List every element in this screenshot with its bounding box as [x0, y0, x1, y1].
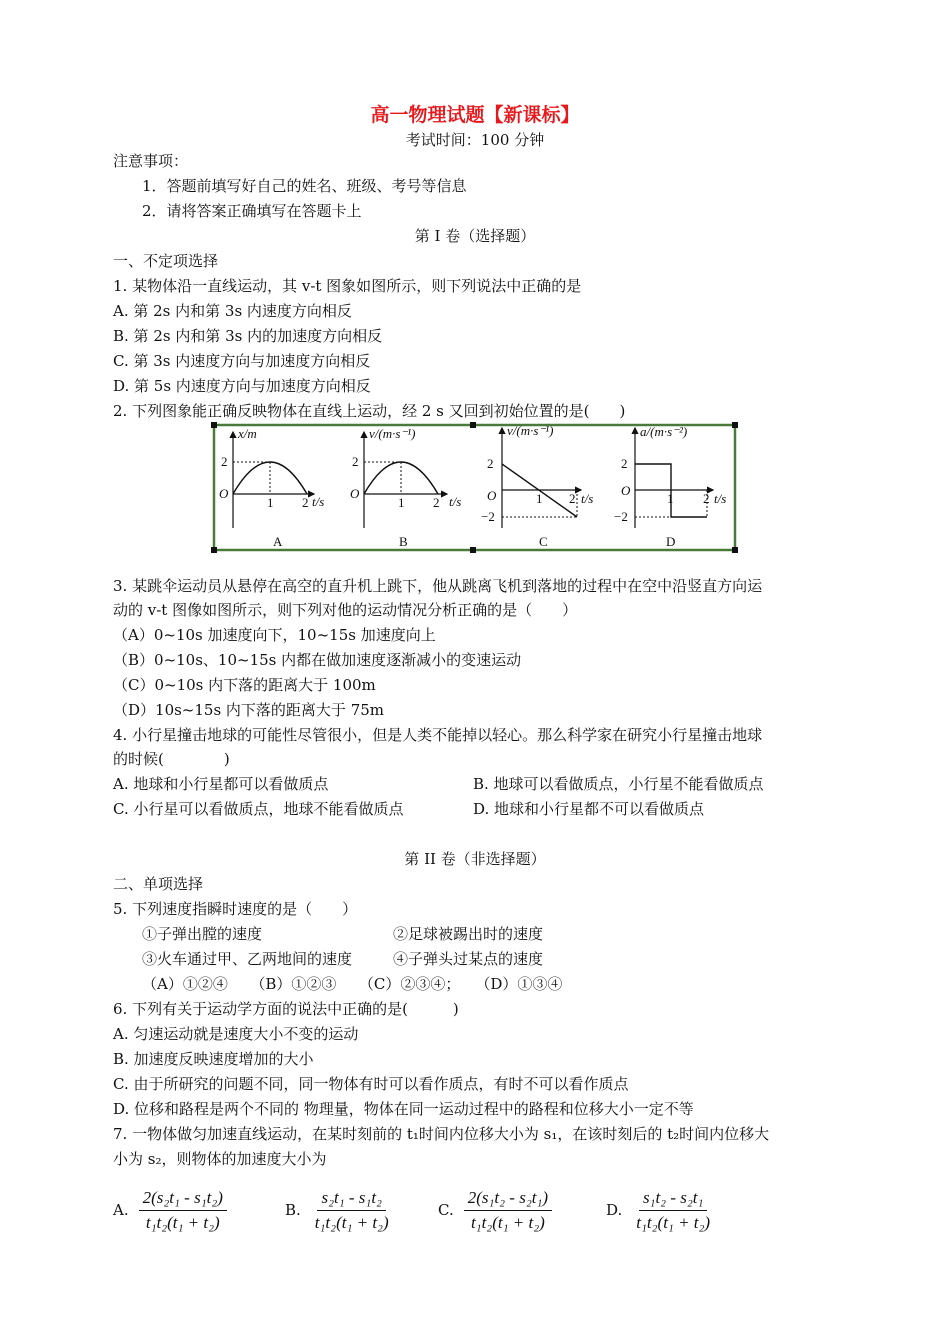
- numerator: s₁t₂ - s₂t₁: [639, 1188, 707, 1211]
- denominator: t₁t₂(t₁ + t₂): [636, 1212, 711, 1232]
- question-stem: 的时候( ): [113, 750, 230, 768]
- graph-xlabel: t/s: [449, 494, 462, 509]
- option: （D）10s~15s 内下落的距离大于 75m: [113, 701, 385, 719]
- option: （C）0~10s 内下落的距离大于 100m: [113, 676, 376, 694]
- graph-origin: O: [621, 483, 631, 498]
- graph-ytick: −2: [481, 509, 495, 524]
- list-item: ③火车通过甲、乙两地间的速度: [142, 950, 353, 968]
- graph-xlabel: t/s: [312, 494, 325, 509]
- graph-label: D: [666, 534, 676, 549]
- denominator: t₁t₂(t₁ + t₂): [314, 1212, 389, 1232]
- graph-ytick: −2: [614, 509, 628, 524]
- numerator: 2(s₁t₂ - s₂t₁): [464, 1188, 552, 1211]
- graph-label: A: [273, 534, 283, 549]
- option: C. 第 3s 内速度方向与加速度方向相反: [113, 352, 371, 370]
- graph-label: C: [539, 534, 548, 549]
- option: D. 第 5s 内速度方向与加速度方向相反: [113, 377, 371, 395]
- option: D. 地球和小行星都不可以看做质点: [473, 800, 705, 818]
- option-a: [113, 1185, 227, 1235]
- section-heading: 二、单项选择: [113, 875, 204, 893]
- list-item: ④子弹头过某点的速度: [393, 950, 544, 968]
- graph-xtick: 2: [302, 495, 309, 510]
- option-label: D.: [606, 1201, 623, 1219]
- option: A. 地球和小行星都可以看做质点: [113, 775, 329, 793]
- option: B. 第 2s 内和第 3s 内的加速度方向相反: [113, 327, 383, 345]
- denominator: t₁t₂(t₁ + t₂): [145, 1212, 220, 1232]
- notice-item: 1．答题前填写好自己的姓名、班级、考号等信息: [142, 177, 467, 195]
- graph-xtick: 2: [433, 495, 440, 510]
- graph-ylabel: v/(m·s⁻¹): [507, 423, 554, 438]
- question-stem: 6. 下列有关于运动学方面的说法中正确的是( ): [113, 1000, 459, 1018]
- question-stem: 4. 小行星撞击地球的可能性尽管很小，但是人类不能掉以轻心。那么科学家在研究小行星撞击地球: [113, 726, 763, 744]
- graph-label: B: [399, 534, 408, 549]
- numerator: s₂t₁ - s₁t₂: [317, 1188, 385, 1211]
- graph-ytick: 2: [352, 454, 359, 469]
- section-heading: 一、不定项选择: [113, 252, 219, 270]
- question-stem: 小为 s₂，则物体的加速度大小为: [113, 1150, 327, 1168]
- fraction: [139, 1188, 227, 1233]
- list-item: ②足球被踢出时的速度: [393, 925, 544, 943]
- option: （B）0~10s、10~15s 内都在做加速度逐渐减小的变速运动: [113, 651, 522, 669]
- option: D. 位移和路程是两个不同的 物理量，物体在同一运动过程中的路程和位移大小一定不等: [113, 1100, 694, 1118]
- graph-xtick: 2: [569, 491, 576, 506]
- option: C. 由于所研究的问题不同，同一物体有时可以看作质点，有时不可以看作质点: [113, 1075, 629, 1093]
- option-label: B.: [285, 1201, 301, 1219]
- question-stem: 1. 某物体沿一直线运动，其 v-t 图象如图所示，则下列说法中正确的是: [113, 277, 582, 295]
- option-label: C.: [438, 1201, 454, 1219]
- option: A. 匀速运动就是速度大小不变的运动: [113, 1025, 359, 1043]
- option-c: [438, 1185, 552, 1235]
- option: A. 第 2s 内和第 3s 内速度方向相反: [113, 302, 352, 320]
- question-stem: 2. 下列图象能正确反映物体在直线上运动，经 2 s 又回到初始位置的是( ): [113, 402, 626, 420]
- graph-xtick: 2: [703, 491, 710, 506]
- graph-origin: O: [350, 486, 360, 501]
- option-label: A.: [113, 1201, 129, 1219]
- fraction: [464, 1188, 552, 1233]
- option-b: [285, 1185, 393, 1235]
- notice-heading: 注意事项：: [113, 152, 189, 170]
- graph-ylabel: a/(m·s⁻²): [640, 424, 688, 439]
- list-item: ①子弹出膛的速度: [142, 925, 263, 943]
- question-stem: 3. 某跳伞运动员从悬停在高空的直升机上跳下，他从跳离飞机到落地的过程中在空中沿竖直方向运: [113, 577, 763, 595]
- option-d: [606, 1185, 714, 1235]
- option: （A）0~10s 加速度向下，10~15s 加速度向上: [113, 626, 436, 644]
- graph-origin: O: [219, 486, 229, 501]
- graph-ytick: 2: [221, 454, 228, 469]
- numerator: 2(s₂t₁ - s₁t₂): [139, 1188, 227, 1211]
- part1-title: 第 I 卷（选择题）: [414, 227, 536, 245]
- graph-xlabel: t/s: [714, 491, 727, 506]
- question-stem: 5. 下列速度指瞬时速度的是（ ）: [113, 900, 358, 918]
- graph-b: [350, 426, 461, 549]
- option: B. 地球可以看做质点，小行星不能看做质点: [473, 775, 764, 793]
- graph-ytick: 2: [621, 456, 628, 471]
- graph-d: [614, 424, 726, 549]
- page-title: 高一物理试题【新课标】: [370, 104, 580, 126]
- graph-ylabel: v/(m·s⁻¹): [369, 426, 416, 441]
- option: （A）①②④ （B）①②③ （C）②③④； （D）①③④: [142, 975, 563, 993]
- graph-xtick: 1: [267, 495, 274, 510]
- option: B. 加速度反映速度增加的大小: [113, 1050, 314, 1068]
- graph-a: [219, 426, 324, 549]
- graph-xtick: 1: [536, 491, 543, 506]
- graph-c: [481, 423, 593, 549]
- graphs-figure: [211, 422, 738, 553]
- exam-time: 考试时间：100 分钟: [405, 131, 545, 149]
- q7-options: [113, 1185, 873, 1235]
- graph-ytick: 2: [487, 456, 494, 471]
- graph-xtick: 1: [398, 495, 405, 510]
- option: C. 小行星可以看做质点，地球不能看做质点: [113, 800, 404, 818]
- part2-title: 第 II 卷（非选择题）: [404, 850, 546, 868]
- graph-ylabel: x/m: [238, 426, 257, 441]
- notice-item: 2．请将答案正确填写在答题卡上: [142, 202, 362, 220]
- question-stem: 7. 一物体做匀加速直线运动，在某时刻前的 t₁时间内位移大小为 s₁，在该时刻后的 t₂时间内位移大: [113, 1125, 770, 1143]
- question-stem: 动的 v-t 图像如图所示，则下列对他的运动情况分析正确的是（ ）: [113, 601, 578, 619]
- graph-origin: O: [487, 488, 497, 503]
- fraction: [632, 1188, 714, 1233]
- graph-xtick: 1: [667, 491, 674, 506]
- fraction: [311, 1188, 393, 1233]
- graph-xlabel: t/s: [581, 491, 594, 506]
- denominator: t₁t₂(t₁ + t₂): [470, 1212, 545, 1232]
